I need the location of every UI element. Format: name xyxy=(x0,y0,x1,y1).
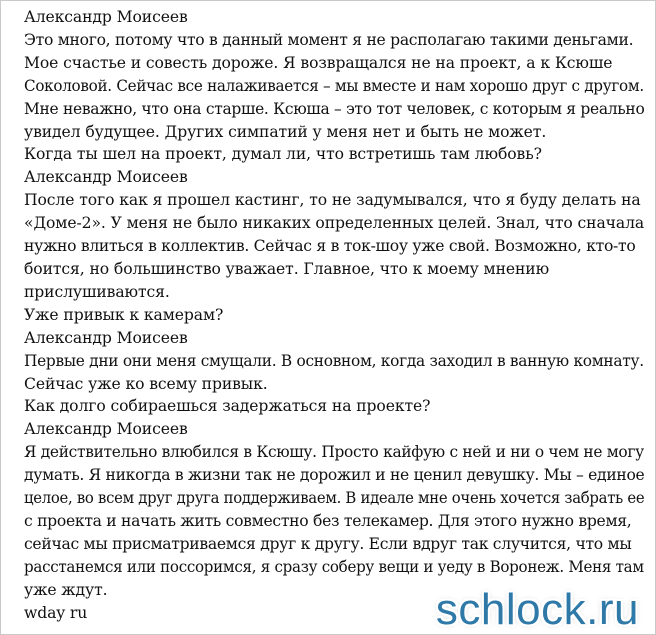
text-line: Александр Моисеев xyxy=(24,168,188,187)
text-line: Первые дни они меня смущали. В основном, когда заходил в ванную комнату. xyxy=(24,351,644,370)
text-line: с проекта и начать жить совместно без телекамер. Для этого нужно время, xyxy=(24,511,632,530)
text-line: думать. Я никогда в жизни так не дорожил и не ценил девушку. Мы – единое xyxy=(24,466,645,485)
text-line: Соколовой. Сейчас все налаживается – мы вместе и нам хорошо друг с другом. xyxy=(24,76,644,95)
text-line: нужно влиться в коллектив. Сейчас я в ток-шоу уже свой. Возможно, кто-то xyxy=(24,237,636,256)
watermark-logo: schlock.ru xyxy=(435,585,639,634)
text-line: увидел будущее. Других симпатий у меня нет и быть не может. xyxy=(24,122,547,141)
text-line: Сейчас уже ко всему привык. xyxy=(24,374,268,393)
text-line: Александр Моисеев xyxy=(24,420,188,439)
text-line: После того как я прошел кастинг, то не задумывался, что я буду делать на xyxy=(24,191,641,210)
interview-text xyxy=(24,6,644,624)
text-line: уже ждут. xyxy=(24,580,108,599)
text-line: Александр Моисеев xyxy=(24,8,188,26)
text-line: wday ru xyxy=(24,603,88,622)
text-line: Мне неважно, что она старше. Ксюша – это тот человек, с которым я реально xyxy=(24,99,645,118)
text-line: расстанемся или поссоримся, я сразу соберу вещи и уеду в Воронеж. Меня там xyxy=(24,557,644,576)
text-line: Мое счастье и совесть дороже. Я возвращался не на проект, а к Ксюше xyxy=(24,53,613,72)
text-line: прислушиваются. xyxy=(24,282,170,301)
text-line: Как долго собираешься задержаться на проекте? xyxy=(24,397,431,416)
text-line: Когда ты шел на проект, думал ли, что встретишь там любовь? xyxy=(24,145,542,164)
text-line: Я действительно влюбился в Ксюшу. Просто кайфую с ней и ни о чем не могу xyxy=(24,443,644,462)
text-line: Это много, потому что в данный момент я не располагаю такими деньгами. xyxy=(24,30,634,49)
text-line: Уже привык к камерам? xyxy=(24,305,224,324)
text-line: Александр Моисеев xyxy=(24,328,188,347)
text-line: целое, во всем друг друга поддерживаем. В идеале мне очень хочется забрать ее xyxy=(24,489,645,508)
text-line: боится, но большинство уважает. Главное, что к моему мнению xyxy=(24,259,550,278)
text-line: сейчас мы присматриваемся друг к другу. Если вдруг так случится, что мы xyxy=(24,534,632,553)
text-line: «Доме-2». У меня не было никаких определенных целей. Знал, что сначала xyxy=(24,214,645,233)
